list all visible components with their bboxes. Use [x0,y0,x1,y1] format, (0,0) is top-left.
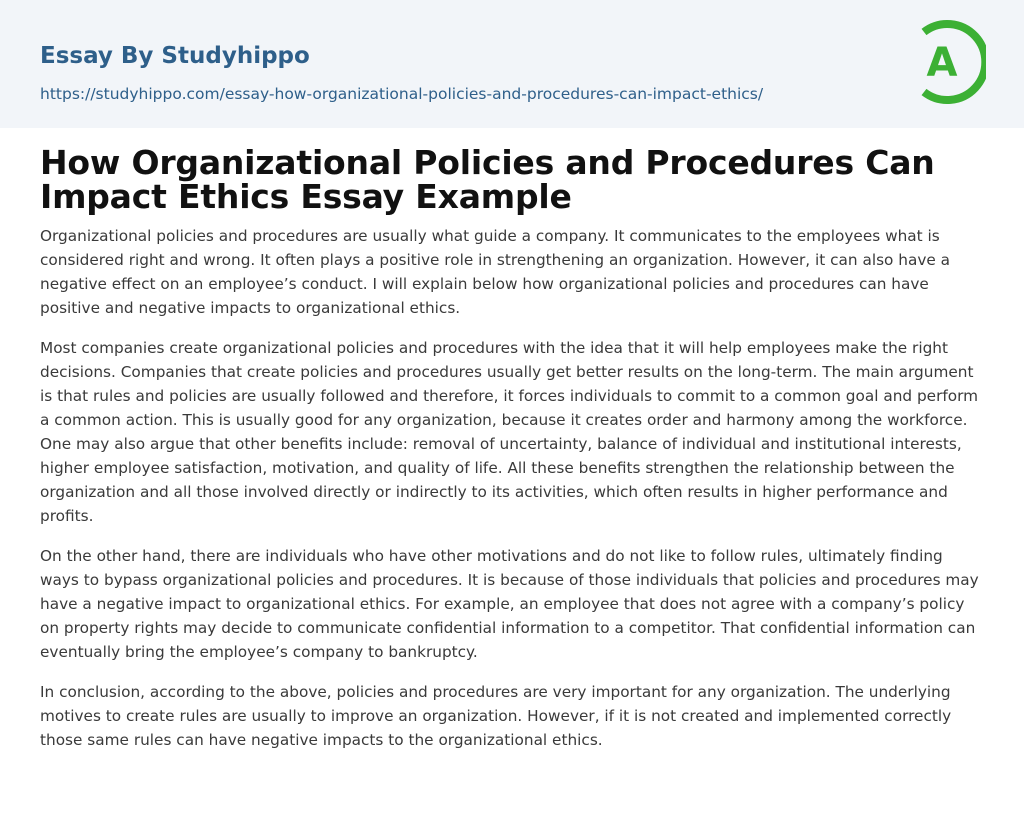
essay-paragraph-1: Organizational policies and procedures are usually what guide a company. It communicates to the employees what is considered right and wrong. It often plays a positive role in strengthening an organization. However, it can also have a negative effect on an employee’s conduct. I will explain below how organizational policies and procedures can have positive and negative impacts to organizational ethics. [40,227,951,317]
essay-paragraph-3: On the other hand, there are individuals who have other motivations and do not like to follow rules, ultimately finding ways to bypass organizational policies and procedures. It is because of those individuals that policies and procedures may have a negative impact to organizational ethics. For example, an employee that does not agree with a company’s policy on property rights may decide to communicate confidential information to a competitor. That confidential information can eventually bring the employee’s company to bankruptcy. [40,547,979,661]
essay-body [40,224,984,752]
essay-title: How Organizational Policies and Procedures Can Impact Ethics Essay Example [40,143,935,216]
essay-content [0,128,1024,752]
site-header [0,0,1024,128]
studyhippo-logo-icon[interactable] [914,18,986,106]
essay-paragraph-2: Most companies create organizational policies and procedures with the idea that it will help employees make the right decisions. Companies that create policies and procedures usually get better results on the long-term. The main argument is that rules and policies are usually followed and therefore, it forces individuals to commit to a common goal and perform a common action. This is usually good for any organization, because it creates order and harmony among the workforce. One may also argue that other benefits include: removal of uncertainty, balance of individual and institutional interests, higher employee satisfaction, motivation, and quality of life. All these benefits strengthen the relationship between the organization and all those involved directly or indirectly to its activities, which often results in higher performance and profits. [40,339,979,525]
essay-url-link[interactable]: https://studyhippo.com/essay-how-organizational-policies-and-procedures-can-impact-ethics/ [40,85,764,103]
essay-paragraph-4: In conclusion, according to the above, policies and procedures are very important for any organization. The underlying motives to create rules are usually to improve an organization. However, if it is not created and implemented correctly those same rules can have negative impacts to the organizational ethics. [40,683,952,749]
logo-letter: A [926,40,958,86]
site-title: Essay By Studyhippo [40,43,310,69]
